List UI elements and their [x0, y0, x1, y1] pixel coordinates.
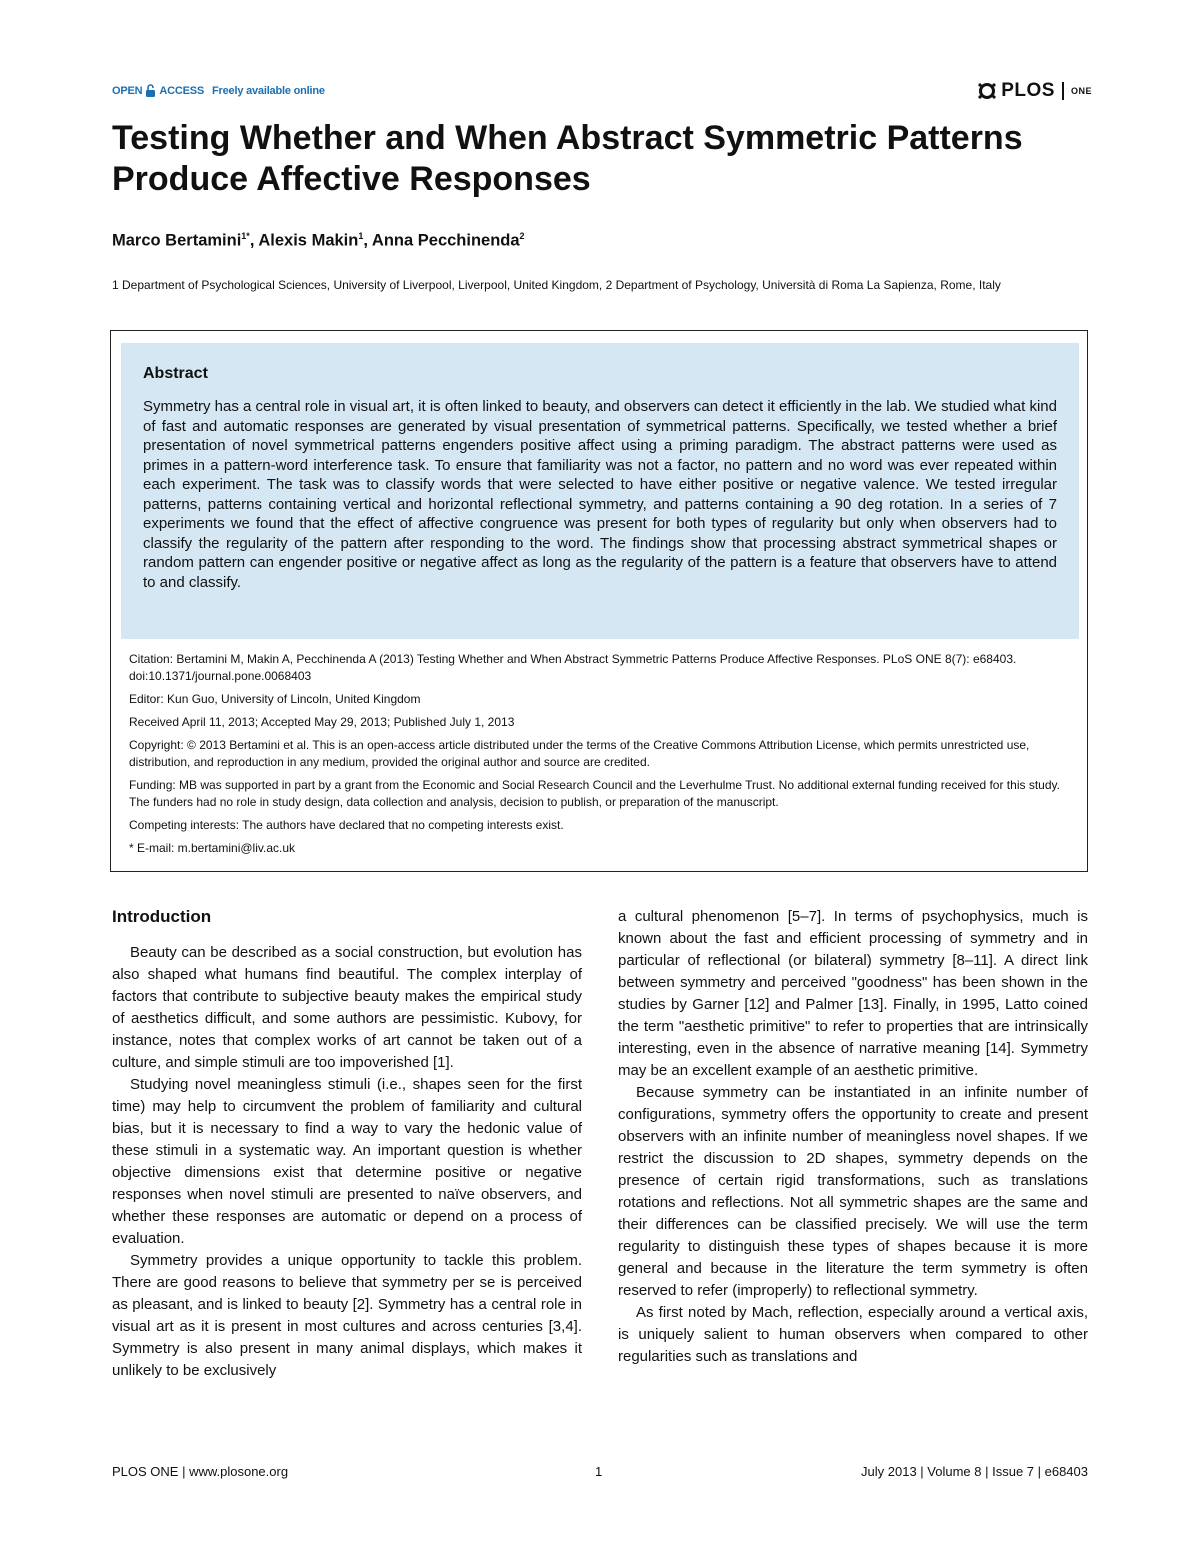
article-metadata: [129, 651, 1071, 863]
author-affiliation-mark: 2: [519, 231, 525, 241]
body-paragraph: As first noted by Mach, reflection, especially around a vertical axis, is uniquely salient to human observers when compared to other regularities such as translations and: [618, 1304, 1088, 1365]
author-name: Anna Pecchinenda: [371, 231, 520, 250]
author-affiliation-mark: 1: [358, 231, 364, 241]
access-label: ACCESS: [159, 84, 205, 97]
introduction-heading: Introduction: [112, 907, 212, 926]
footer-journal: PLOS ONE | www.plosone.org: [112, 1464, 289, 1479]
body-paragraph: Beauty can be described as a social construction, but evolution has also shaped what humans find beautiful. The complex interplay of factors that contribute to subjective beauty makes the empirical study of aesthetics difficult, and some authors are pessimistic. Kubovy, for instance, notes that complex works of art cannot be taken out of a culture, and simple stimuli are too impoverished [1].: [112, 944, 582, 1071]
abstract-box: [110, 330, 1088, 872]
body-paragraph: Symmetry provides a unique opportunity to tackle this problem. There are good reasons to believe that symmetry per se is perceived as pleasant, and is linked to beauty [2]. Symmetry has a central role in visual art as it is present in most cultures and across centuries [3,4]. Symmetry is also present in many animal displays, which makes it unlikely to be exclusively: [112, 1252, 582, 1379]
open-lock-icon: [145, 84, 156, 97]
copyright: Copyright: © 2013 Bertamini et al. This is an open-access article distributed under the terms of the Creative Commons Attribution License, which permits unrestricted use, distribution, and reproduction in any medium, provided the original author and source are credited.: [129, 738, 1030, 769]
logo-divider: [1062, 82, 1064, 100]
plos-wordmark: PLOS: [1001, 80, 1055, 101]
body-column-left: [112, 906, 582, 1382]
abstract-heading: Abstract: [143, 365, 208, 382]
author-name: Alexis Makin: [258, 231, 359, 250]
article-title: Testing Whether and When Abstract Symmetric Patterns Produce Affective Responses: [112, 119, 1023, 198]
body-paragraph: Studying novel meaningless stimuli (i.e., shapes seen for the first time) may help to circumvent the problem of familiarity and cultural bias, but it is necessary to find a way to vary the hedonic value of these stimuli in a systematic way. An important question is whether objective dimensions exist that determine positive or negative responses when novel stimuli are presented to naïve observers, and whether these responses are automatic or depend on a process of evaluation.: [112, 1076, 582, 1247]
plos-mark-icon: [977, 81, 997, 101]
abstract-panel: [121, 343, 1079, 639]
author-name: Marco Bertamini: [112, 231, 242, 250]
one-wordmark: ONE: [1070, 86, 1092, 96]
body-paragraph: a cultural phenomenon [5–7]. In terms of psychophysics, much is known about the fast and efficient processing of symmetry and in particular of reflectional (or bilateral) symmetry [8–11]. A direct link between symmetry and perceived "goodness" has been shown in the studies by Garner [12] and Palmer [13]. Finally, in 1995, Latto coined the term "aesthetic primitive" to refer to properties that are intrinsically interesting, even in the absence of narrative meaning [14]. Symmetry may be an excellent example of an aesthetic primitive.: [618, 908, 1088, 1079]
open-access-badge: [112, 84, 325, 97]
competing-interests: Competing interests: The authors have declared that no competing interests exist.: [129, 818, 564, 832]
contact-email: * E-mail: m.bertamini@liv.ac.uk: [129, 841, 295, 855]
plos-logo: [977, 80, 1092, 102]
citation: Citation: Bertamini M, Makin A, Pecchinenda A (2013) Testing Whether and When Abstract Symmetric Patterns Produce Affective Responses. PLoS ONE 8(7): e68403. doi:10.1371/journal.pone.0068403: [129, 652, 1017, 683]
page-number: 1: [595, 1464, 603, 1479]
masthead: [112, 80, 1092, 108]
body-column-right: [618, 906, 1088, 1368]
funding: Funding: MB was supported in part by a grant from the Economic and Social Research Council and the Leverhulme Trust. No additional external funding received for this study. The funders had no role in study design, data collection and analysis, decision to publish, or preparation of the manuscript.: [129, 778, 1060, 809]
footer-issue: July 2013 | Volume 8 | Issue 7 | e68403: [861, 1464, 1088, 1479]
dates: Received April 11, 2013; Accepted May 29, 2013; Published July 1, 2013: [129, 715, 515, 729]
abstract-text: Symmetry has a central role in visual art, it is often linked to beauty, and observers can detect it efficiently in the lab. We studied what kind of fast and automatic responses are generated by visual presentation of symmetrical patterns. Specifically, we tested whether a brief presentation of novel symmetrical patterns engenders positive affect using a priming paradigm. The abstract patterns were used as primes in a pattern-word interference task. To ensure that familiarity was not a factor, no pattern and no word was ever repeated within each experiment. The task was to classify words that were selected to have either positive or negative valence. We tested irregular patterns, patterns containing vertical and horizontal reflectional symmetry, and patterns containing a 90 deg rotation. In a series of 7 experiments we found that the effect of affective congruence was present for both types of regularity but only when observers had to classify the regularity of the pattern after responding to the word. The findings show that processing abstract symmetrical shapes or random pattern can engender positive or negative affect as long as the regularity of the pattern is a feature that observers have to attend to and classify.: [143, 398, 1057, 591]
body-paragraph: Because symmetry can be instantiated in an infinite number of configurations, symmetry offers the opportunity to create and present observers with an infinite number of meaningless novel shapes. If we restrict the discussion to 2D shapes, symmetry depends on the presence of certain rigid transformations, such as translations rotations and reflections. Not all symmetric shapes are the same and their differences can be classified precisely. We will use the term regularity to distinguish these types of shapes because it is more general and because in the literature the term symmetry is often reserved to refer (improperly) to reflectional symmetry.: [618, 1084, 1088, 1299]
author-affiliation-mark: 1*: [241, 231, 250, 241]
open-label: OPEN: [112, 84, 143, 97]
author-list: Marco Bertamini$^{1*}$, Alexis Makin$^1$, Anna Pecchinenda$^2$: [112, 231, 525, 250]
affiliations: 1 Department of Psychological Sciences, University of Liverpool, Liverpool, United Kingdom, 2 Department of Psychology, Università di Roma La Sapienza, Rome, Italy: [112, 278, 1001, 292]
editor: Editor: Kun Guo, University of Lincoln, United Kingdom: [129, 692, 421, 706]
freely-available-label: Freely available online: [212, 84, 325, 97]
